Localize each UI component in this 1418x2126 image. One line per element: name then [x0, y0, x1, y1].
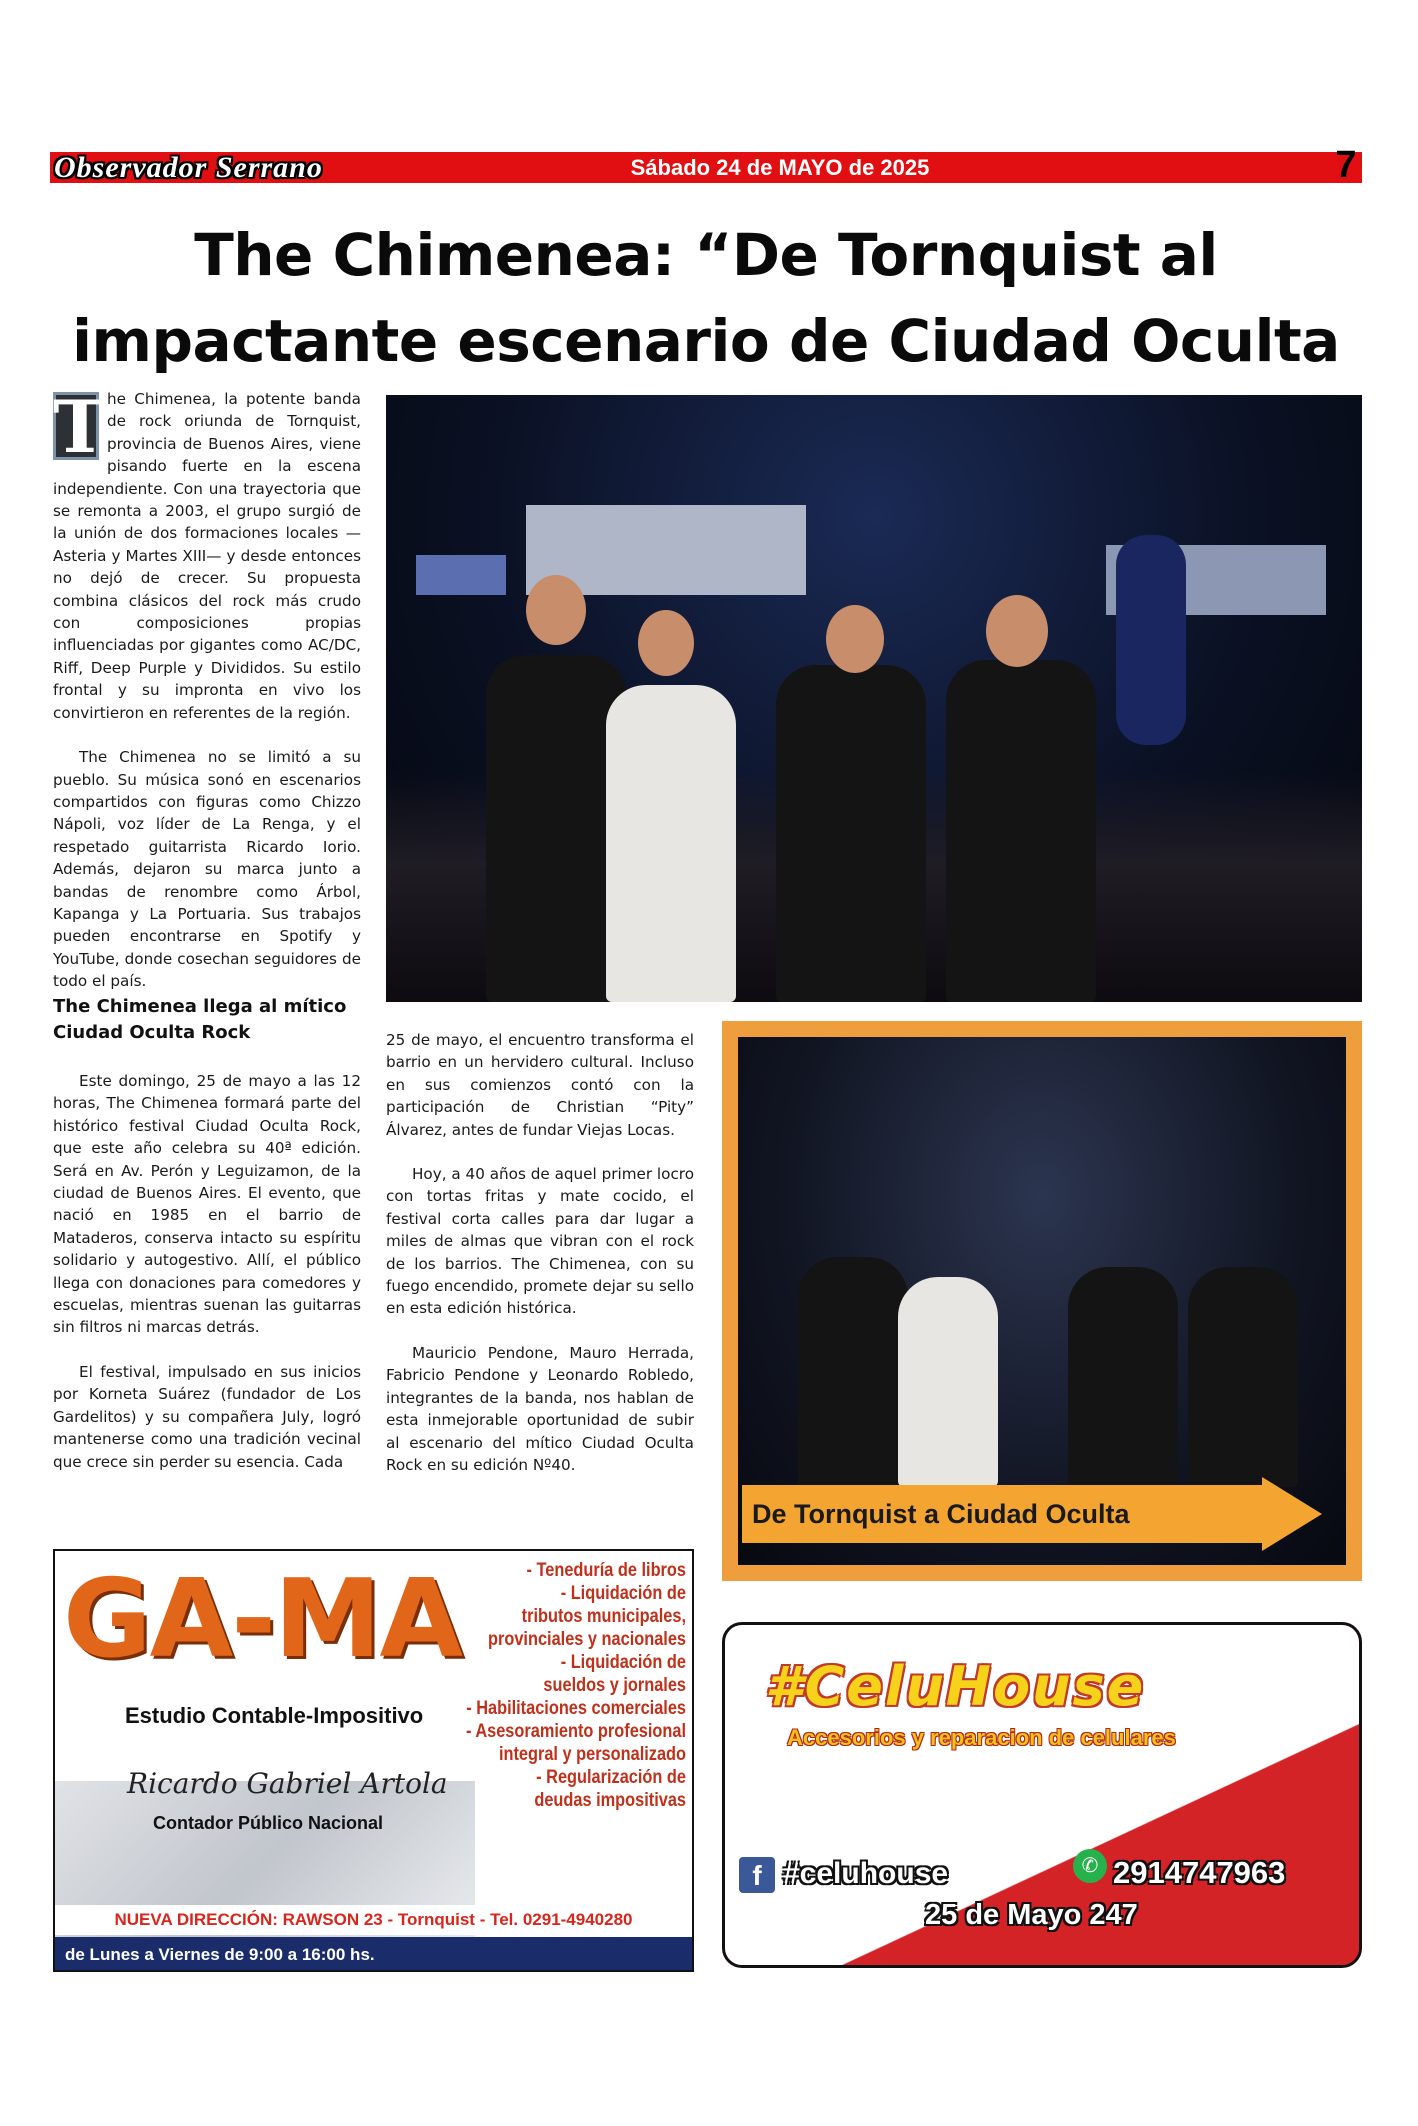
- facebook-icon: f: [739, 1857, 775, 1893]
- article-paragraph-4: El festival, impulsado en sus inicios por Korneta Suárez (fundador de Los Gardelitos) y su compañera July, logró mantenerse como una tradición vecinal que crece sin perder su esencia. Cada: [53, 1362, 361, 1471]
- gama-logo: GA-MA: [63, 1557, 462, 1682]
- article-paragraph-5: 25 de mayo, el encuentro transforma el barrio en un hervidero cultural. Incluso en sus comienzos contó con la participación de Christian “Pity” Álvarez, antes de fundar Viejas Locas.: [386, 1031, 694, 1139]
- article-column-1-bottom: [53, 1070, 361, 1473]
- drop-cap: T: [53, 384, 107, 469]
- musician-shape: [776, 665, 926, 1002]
- article-paragraph-3: Este domingo, 25 de mayo a las 12 horas, The Chimenea formará parte del histórico festival Ciudad Oculta Rock, que este año celebra su 40ª edición. Será en Av. Perón y Leguizamon, de la ciudad de Buenos Aires. El evento, que nació en 1985 en el barrio de Mataderos, conserva intacto su espíritu solidario y autogestivo. Allí, el público llega con donaciones para comedores y escuelas, mientras suenan las guitarras sin filtros ni marcas detrás.: [53, 1072, 361, 1337]
- celu-handle: #celuhouse: [783, 1857, 949, 1890]
- guitar-shape: [1116, 535, 1186, 745]
- celu-phone: 2914747963: [1113, 1855, 1286, 1890]
- celu-brand: #CeluHouse: [765, 1655, 1146, 1718]
- service-line: provinciales y nacionales: [488, 1629, 686, 1650]
- paragraph-1-text: he Chimenea, la potente banda de rock oriunda de Tornquist, provincia de Buenos Aires, viene pisando fuerte en la escena independiente. Con una trayectoria que se remonta a 2003, el grupo surgió de la unión de dos formaciones locales —Asteria y Martes XIII— y desde entonces no dejó de crecer. Su propuesta combina clásicos del rock más crudo con composiciones propias influenciadas por gigantes como AC/DC, Riff, Deep Purple y Divididos. Su estilo frontal y su impronta en vivo los convirtieron en referentes de la región.: [53, 390, 361, 722]
- promo-image: [722, 1021, 1362, 1581]
- article-paragraph-2: The Chimenea no se limitó a su pueblo. Su música sonó en escenarios compartidos con figuras como Chizzo Nápoli, voz líder de La Renga, y el respetado guitarrista Ricardo Iorio. Además, dejaron su marca junto a bandas de renombre como Árbol, Kapanga y La Portuaria. Sus trabajos pueden encontrarse en Spotify y YouTube, donde cosechan seguidores de todo el país.: [53, 748, 361, 991]
- article-column-1: [53, 384, 361, 993]
- celu-address: 25 de Mayo 247: [925, 1899, 1138, 1931]
- gama-advertisement: [53, 1549, 694, 1972]
- gama-hours: de Lunes a Viernes de 9:00 a 16:00 hs.: [55, 1937, 692, 1972]
- musician-shape: [1188, 1267, 1298, 1487]
- article-column-2: [386, 1029, 694, 1476]
- musician-shape: [1068, 1267, 1178, 1487]
- whatsapp-icon: ✆: [1073, 1849, 1107, 1883]
- article-subhead: The Chimenea llega al mítico Ciudad Oculta Rock: [53, 996, 347, 1043]
- musician-shape: [606, 685, 736, 1002]
- article-paragraph-6: Hoy, a 40 años de aquel primer locro con tortas fritas y mate cocido, el festival corta calles para dar lugar a miles de almas que vibran con el rock de los barrios. The Chimenea, con su fuego encendido, promete dejar su sello en esta edición histórica.: [386, 1165, 694, 1318]
- service-line: - Habilitaciones comerciales: [466, 1698, 686, 1719]
- celu-tagline: Accesorios y reparacion de celulares: [787, 1725, 1176, 1750]
- musician-shape: [898, 1277, 998, 1487]
- article-paragraph-1: [53, 384, 361, 724]
- article-paragraph-7: Mauricio Pendone, Mauro Herrada, Fabricio Pendone y Leonardo Robledo, integrantes de la banda, nos hablan de esta inmejorable oportunidad de subir al escenario del mítico Ciudad Oculta Rock en su edición Nº40.: [386, 1343, 694, 1474]
- gama-signature: Ricardo Gabriel Artola: [127, 1767, 448, 1800]
- band-photo: [386, 395, 1362, 1002]
- service-line: - Teneduría de libros: [526, 1560, 686, 1581]
- service-line: - Regularización de: [536, 1767, 686, 1788]
- gama-subtitle: Estudio Contable-Impositivo: [125, 1703, 424, 1728]
- celuhouse-advertisement: [722, 1622, 1362, 1968]
- service-line: - Asesoramiento profesional: [465, 1721, 686, 1742]
- gama-professional-title: Contador Público Nacional: [153, 1813, 384, 1833]
- service-line: tributos municipales,: [521, 1606, 686, 1627]
- face-shape: [526, 575, 586, 645]
- musician-shape: [798, 1257, 908, 1487]
- tent-shape: [416, 555, 506, 595]
- gama-services-list: [426, 1559, 686, 1812]
- service-line: - Liquidación de: [560, 1583, 686, 1604]
- musician-shape: [486, 655, 626, 1002]
- face-shape: [826, 605, 884, 673]
- page-number: 7: [1335, 144, 1357, 186]
- face-shape: [986, 595, 1048, 667]
- promo-caption: De Tornquist a Ciudad Oculta: [752, 1499, 1130, 1529]
- musician-shape: [946, 660, 1096, 1002]
- service-line: deudas impositivas: [534, 1790, 686, 1811]
- face-shape: [638, 610, 694, 676]
- article-headline: The Chimenea: “De Tornquist al impactante escenario de Ciudad Oculta: [72, 221, 1340, 375]
- service-line: sueldos y jornales: [543, 1675, 686, 1696]
- masthead: Observador Serrano: [54, 151, 323, 184]
- gama-address: NUEVA DIRECCIÓN: RAWSON 23 - Tornquist - Tel. 0291-4940280: [55, 1905, 692, 1935]
- service-line: integral y personalizado: [498, 1744, 686, 1765]
- issue-date: Sábado 24 de MAYO de 2025: [630, 155, 930, 180]
- service-line: - Liquidación de: [560, 1652, 686, 1673]
